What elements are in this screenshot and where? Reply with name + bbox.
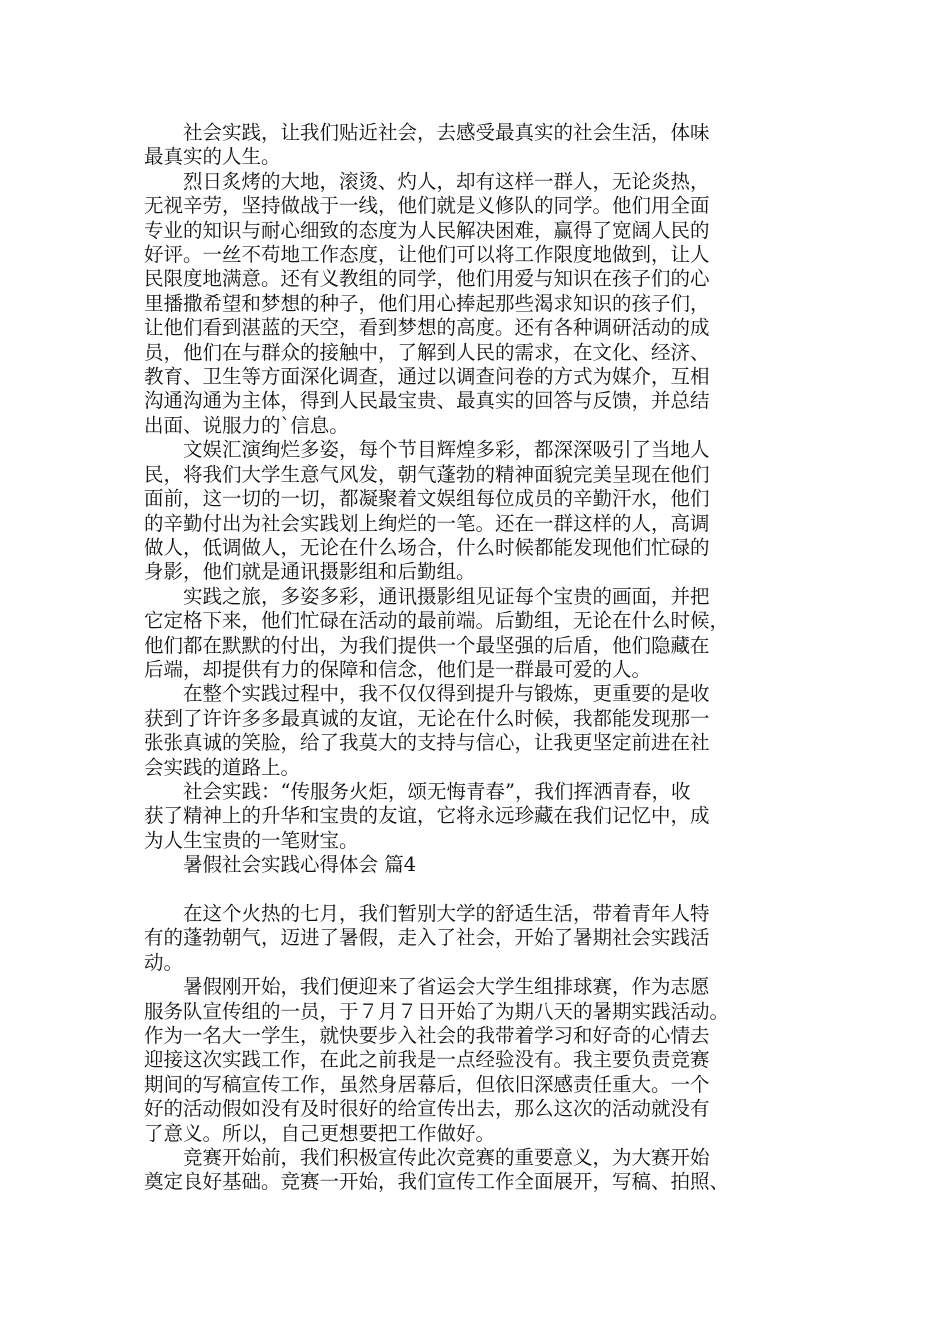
paragraph-volunteer: 暑假刚开始，我们便迎来了省运会大学生组排球赛，作为志愿 服务队宣传组的一员，于７月７日开始了为期八天的暑期实践活动。 作为一名大一学生，就快要步入社会的我带着学习和好奇的心情去 迎接这次实践工作，在此之前我是一点经验没有。我主要负责竞赛 期间的写稿宣传工作，虽然身居幕后，但依旧深感责任重大。一个 好的活动假如没有及时很好的给宣传出去，那么这次的活动就没有 了意义。所以，自己更想要把工作做好。 <box>144 975 730 1145</box>
paragraph-repair-team: 烈日炙烤的大地，滚烫、灼人，却有这样一群人，无论炎热， 无视辛劳，坚持做战于一线，他们就是义修队的同学。他们用全面 专业的知识与耐心细致的态度为人民解决困难，赢得了宽阔人民的 好评。一丝不苟地工作态度，让他们可以将工作限度地做到，让人 民限度地满意。还有义教组的同学，他们用爱与知识在孩子们的心 里播撒希望和梦想的种子，他们用心捧起那些渴求知识的孩子们， 让他们看到湛蓝的天空，看到梦想的高度。还有各种调研活动的成 员，他们在与群众的接触中，了解到人民的需求，在文化、经济、 教育、卫生等方面深化调查，通过以调查问卷的方式为媒介，互相 沟通沟通为主体，得到人民最宝贵、最真实的回答与反馈，并总结 出面、说服力的`信息。 <box>144 169 710 437</box>
paragraph-journey: 实践之旅，多姿多彩，通讯摄影组见证每个宝贵的画面，并把 它定格下来，他们忙碌在活动的最前端。后勤组，无论在什么时候， 他们都在默默的付出，为我们提供一个最坚强的后盾，他们隐藏在 后端，却提供有力的保障和信念，他们是一群最可爱的人。 <box>144 584 730 681</box>
paragraph-july: 在这个火热的七月，我们暂别大学的舒适生活，带着青年人特 有的蓬勃朝气，迈进了暑假，走入了社会，开始了暑期社会实践活 动。 <box>144 901 710 974</box>
document-page <box>144 121 807 1195</box>
paragraph-performance: 文娱汇演绚烂多姿，每个节目辉煌多彩，都深深吸引了当地人 民，将我们大学生意气风发，朝气蓬勃的精神面貌完美呈现在他们 面前，这一切的一切，都凝聚着文娱组每位成员的辛勤汗水，他们 的辛勤付出为社会实践划上绚烂的一笔。还在一群这样的人，高调 做人，低调做人，无论在什么场合，什么时候都能发现他们忙碌的 身影，他们就是通讯摄影组和后勤组。 <box>144 438 710 584</box>
paragraph-conclusion: 社会实践：“传服务火炬，颂无悔青春”，我们挥洒青春，收 获了精神上的升华和宝贵的友谊，它将永远珍藏在我们记忆中，成 为人生宝贵的一笔财宝。 <box>144 779 710 852</box>
blank-line <box>144 878 807 902</box>
section-heading: 暑假社会实践心得体会 篇4 <box>183 853 417 877</box>
paragraph-intro: 社会实践，让我们贴近社会，去感受最真实的社会生活，体味 最真实的人生。 <box>144 121 710 169</box>
paragraph-friendship: 在整个实践过程中，我不仅仅得到提升与锻炼，更重要的是收 获到了许许多多最真诚的友谊，无论在什么时候，我都能发现那一 张张真诚的笑脸，给了我莫大的支持与信心，让我更坚定前进在社 会实践的道路上。 <box>144 682 710 779</box>
paragraph-competition: 竞赛开始前，我们积极宣传此次竞赛的重要意义，为大赛开始 奠定良好基础。竞赛一开始，我们宣传工作全面展开，写稿、拍照、 <box>144 1146 730 1194</box>
